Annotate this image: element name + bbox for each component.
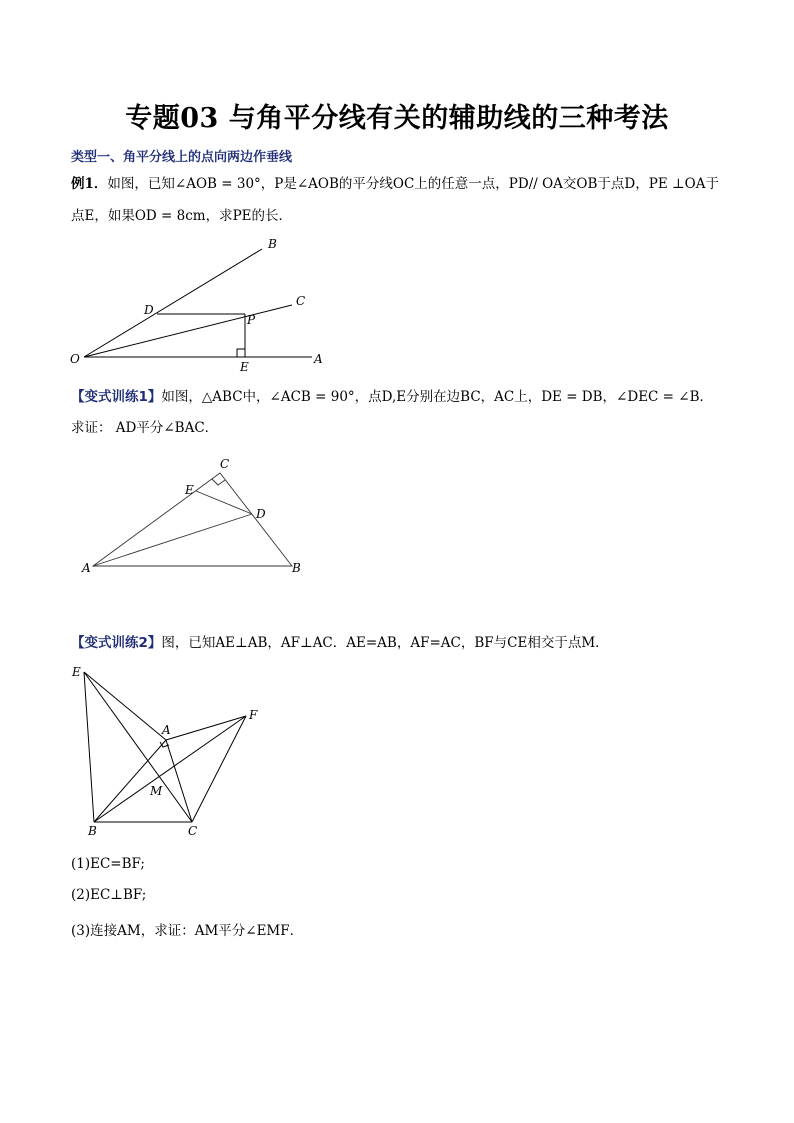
variant-1-tag: 【变式训练1】 [71, 389, 162, 405]
segment-cf [192, 716, 246, 822]
page-title: 专题03 与角平分线有关的辅助线的三种考法 [125, 103, 669, 134]
label-c3: C [188, 824, 198, 838]
label-e3: E [72, 665, 81, 679]
variant-1-line-2: 求证： AD平分∠BAC． [71, 420, 219, 436]
label-e: E [240, 360, 249, 374]
variant-1-line-1: 如图，△ABC中，∠ACB = 90°，点D,E分别在边BC，AC上，DE = DB，∠DEC = ∠B． [161, 389, 714, 405]
label-a3: A [162, 723, 171, 737]
segment-ac [166, 740, 192, 822]
variant-2-line-1: 图，已知AE⊥AB，AF⊥AC．AE=AB，AF=AC，BF与CE相交于点M． [161, 635, 609, 651]
label-a2: A [82, 561, 91, 575]
label-p: P [247, 313, 256, 327]
label-o: O [70, 352, 80, 366]
label-d2: D [256, 507, 266, 521]
label-m3: M [150, 784, 163, 798]
variant-2-tag: 【变式训练2】 [71, 635, 162, 651]
segment-ab [94, 740, 166, 822]
label-b3: B [88, 824, 97, 838]
question-item-3: (3)连接AM，求证：AM平分∠EMF． [71, 923, 304, 939]
question-item-2: (2)EC⊥BF; [71, 887, 147, 903]
label-c2: C [220, 457, 230, 471]
label-f3: F [249, 708, 258, 722]
section-heading-1: 类型一、角平分线上的点向两边作垂线 [71, 150, 293, 165]
segment-eb [84, 672, 94, 822]
label-b: B [268, 237, 277, 251]
label-d: D [144, 303, 154, 317]
example-1-label: 例1． [71, 176, 108, 192]
segment-af [166, 716, 246, 740]
label-e2: E [185, 483, 194, 497]
example-1-line-1: 如图，已知∠AOB = 30°，P是∠AOB的平分线OC上的任意一点，PD// OA交OB于点D，PE ⊥OA于 [107, 176, 719, 192]
question-item-1: (1)EC=BF; [71, 856, 145, 872]
label-c: C [296, 294, 306, 308]
label-b2: B [292, 561, 301, 575]
label-a: A [314, 352, 323, 366]
segment-ec [84, 672, 192, 822]
example-1-line-2: 点E，如果OD = 8cm，求PE的长． [71, 208, 293, 224]
